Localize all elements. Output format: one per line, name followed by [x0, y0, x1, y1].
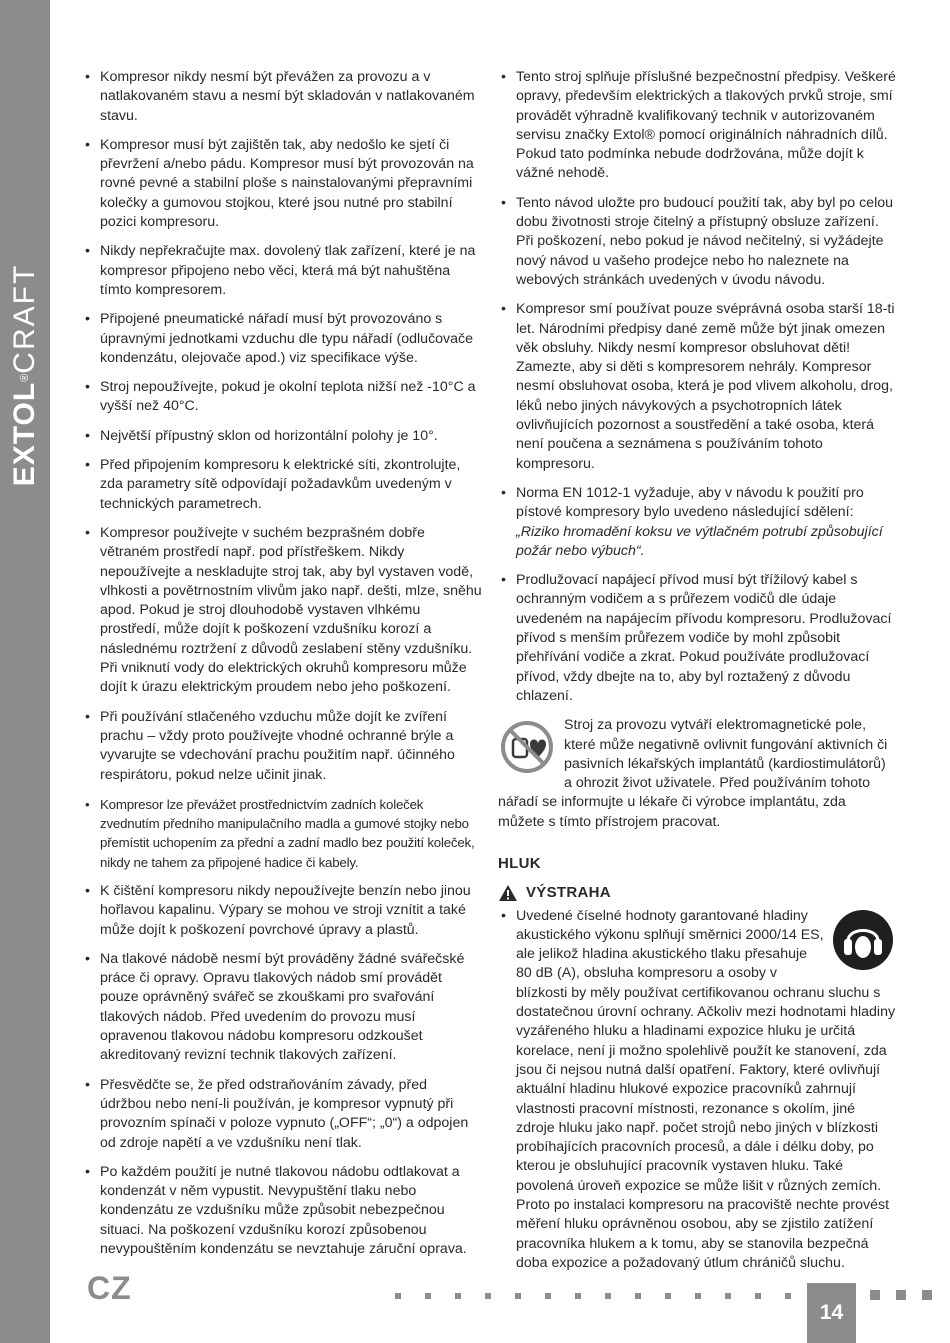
- list-item: • Přesvědčte se, že před odstraňováním závady, před údržbou nebo není-li používán, je kompresor vypnutý při provozním spínači v poloze vypnuto („OFF“; „0“) a odpojen od zdroje napětí a ve vzdušníku není tlak.: [85, 1076, 469, 1151]
- left-column: [82, 68, 482, 1269]
- list-item: • Největší přípustný sklon od horizontální polohy je 10°.: [85, 427, 438, 444]
- norm-quote: „Riziko hromadění koksu ve výtlačném potrubí způsobující požár nebo výbuch“.: [516, 523, 883, 559]
- list-item: • Kompresor nikdy nesmí být převážen za provozu a v natlakovaném stavu a nesmí být skladován v natlakovaném stavu.: [85, 69, 475, 124]
- brand-logo: [10, 264, 40, 487]
- list-item: • Prodlužovací napájecí přívod musí být třížilový kabel s ochranným vodičem a s průřezem vodičů dle údaje uvedeném na napájecím přívodu kompresoru. Prodlužovací přívod s menším průřezem vodiče by mohl způsobit přehřívání vodiče a zkrat. Pokud používáte prodlužovací přívod, vždy dbejte na to, aby byl roztažený z důvodu chlazení.: [501, 572, 892, 704]
- page-square-decoration: [896, 1290, 906, 1300]
- noise-paragraph: • Uvedené číselné hodnoty garantované hladiny akustického výkonu splňují směrnici 2000/14 ES, ale jelikož hladina akustického tlaku přesahuje 80 dB (A), obsluha kompresoru a osoby v blízkosti by měly používat certifikovanou ochranu sluchu s dostatečnou úrovní ochrany. Ačkoliv mezi hodnotami hladiny vyzářeného hluku a hladinami expozice hluku je určitá korelace, není ji možno spolehlivě použít ke stanovení, zda jsou či nejsou nutná další opatření. Faktory, které ovlivňují aktuální hladinu hlukové expozice pracovníků zahrnují vlastnosti pracovní místnosti, rezonance s okolím, jiné zdroje hluku jako např. počet strojů nebo jiných v blízkosti probíhajících pracovních procesů, a dále i délku doby, po kterou je obsluhující pracovník vystaven hluku. Také povolená úroveň expozice se může lišit v různých zemích. Proto po instalaci kompresoru na pracoviště nechte provést měření hluku oprávněnou osobou, aby se zjistilo zatížení pracovníka hlukem a k tomu, aby se stanovila bezpečná doba expozice a požadovaný útlum chráničů sluchu.: [501, 907, 896, 1271]
- list-item: • Kompresor musí být zajištěn tak, aby nedošlo ke sjetí či převržení a/nebo pádu. Kompresor musí být provozován na rovné pevné a stabilní ploše s nainstalovanými přepravními kolečky a gumovou stojkou, které jsou nutné pro stabilní pozici kompresoru.: [85, 136, 474, 231]
- no-implant-icon: [500, 720, 554, 774]
- list-item: • K čištění kompresoru nikdy nepoužívejte benzín nebo jinou hořlavou kapalinu. Výpary se mohou ve stroji vznítit a také může dojít k poškození povrchové úpravy a plastů.: [85, 882, 471, 938]
- page-number: 14: [807, 1283, 856, 1343]
- list-item: • Na tlakové nádobě nesmí být prováděny žádné svářečské práce či opravy. Opravu tlakových nádob smí provádět pouze oprávněný svářeč se zkouškami pro svařování tlakových nádob. Před uvedením do provozu musí opravenou tlakovou nádobu kompresoru odzkoušet akreditovaný revizní technik tlakových zařízení.: [85, 950, 465, 1064]
- list-item: • Stroj nepoužívejte, pokud je okolní teplota nižší než -10°C a vyšší než 40°C.: [85, 379, 476, 415]
- noise-heading: HLUK: [498, 854, 541, 872]
- list-item: • Při používání stlačeného vzduchu může dojít ke zvíření prachu – vždy proto používejte vhodné ochranné brýle a vyvarujte se vdechování prachu použitím např. účinného respirátoru, pokud nelze učinit jinak.: [85, 708, 455, 783]
- page-square-decoration: [922, 1290, 932, 1300]
- page-square-decoration: [870, 1290, 880, 1300]
- language-code: CZ: [87, 1270, 132, 1306]
- warning-title: VÝSTRAHA: [498, 883, 896, 902]
- ear-protection-icon: [832, 909, 894, 971]
- list-item: • Kompresor používejte v suchém bezprašném dobře větraném prostředí např. pod přístřeškem. Nikdy nepoužívejte a neskladujte stroj tak, aby byl vystaven vodě, vlhkosti a povětrnostním vlivům jako např. dešti, mlze, sněhu apod. Pokud je stroj dlouhodobě vystaven vlhkému prostředí, může dojít k poškození vzdušníku korozí a následnému roztržení z důvodů zeslabení stěny vzdušníku. Při vniknutí vody do elektrických okruhů kompresoru může dojít k úrazu elektrickým proudem nebo jeho poškození.: [85, 524, 482, 696]
- list-item: • Tento návod uložte pro budoucí použití tak, aby byl po celou dobu životnosti stroje čitelný a přístupný obsluze zařízení. Při poškození, nebo pokud je návod nečitelný, si vyžádejte nový návod u vašeho prodejce nebo ho naleznete na webových stránkách uvedených v úvodu návodu.: [501, 194, 894, 288]
- side-brand-strip: [0, 0, 50, 1343]
- brand-registered-mark: ®: [19, 373, 31, 382]
- list-item: • Tento stroj splňuje příslušné bezpečnostní předpisy. Veškeré opravy, především elektrických a tlakových prvků stroje, smí provádět výhradně kvalifikovaný technik v autorizovaném servisu značky Extol® pomocí originálních náhradních dílů. Pokud tato podmínka nebude dodržována, může dojít k vážné nehodě.: [501, 69, 896, 182]
- list-item: • Připojené pneumatické nářadí musí být provozováno s úpravnými jednotkami vzduchu dle typu nářadí (odlučovače kondenzátu, olejovače apod.) viz specifikace výše.: [85, 311, 474, 366]
- emf-warning: [498, 716, 896, 832]
- brand-name-bold: EXTOL: [8, 381, 41, 487]
- right-column: [498, 68, 896, 1283]
- list-item: • Před připojením kompresoru k elektrické síti, zkontrolujte, zda parametry sítě odpovídají požadavkům uvedeným v technických parametrech.: [85, 457, 461, 512]
- warning-triangle-icon: [498, 884, 518, 902]
- list-item: • Norma EN 1012-1 vyžaduje, aby v návodu k použití pro pístové kompresory bylo uvedeno následující sdělení: „Riziko hromadění koksu ve výtlačném potrubí způsobující požár nebo výbuch“.: [501, 484, 883, 559]
- emf-text: Stroj za provozu vytváří elektromagnetické pole, které může negativně ovlivnit fungování aktivních či pasivních lékařských implantátů (kardiostimulátorů) a ohrozit život uživatele. Před používáním tohoto nářadí se informujte u lékaře či výrobce implantátu, zda můžete s tímto přístrojem pracovat.: [498, 717, 888, 830]
- list-item: • Kompresor lze převážet prostřednictvím zadních koleček zvednutím předního manipulačního madla a gumové stojky nebo přemístit uchopením za přední a zadní madlo bez použití koleček, nikdy ne tahem za připojené hadice či kabely.: [85, 796, 475, 870]
- list-item: • Nikdy nepřekračujte max. dovolený tlak zařízení, které je na kompresor připojeno nebo věci, která má být nahuštěna tímto kompresorem.: [85, 243, 476, 298]
- brand-name-light: CRAFT: [8, 263, 41, 374]
- list-item: • Kompresor smí používat pouze svéprávná osoba starší 18-ti let. Národními předpisy dané země může být jinak omezen věk obsluhy. Nikdy nesmí kompresor obsluhovat děti! Zamezte, aby si děti s kompresorem nehrály. Kompresor nesmí obsluhovat osoba, která je pod vlivem alkoholu, drog, léků nebo jiných návykových a psychotropních látek ovlivňujících pozornost a soustředění a také osoba, která není poučena a seznámena s používáním tohoto kompresoru.: [501, 301, 895, 472]
- list-item: • Po každém použití je nutné tlakovou nádobu odtlakovat a kondenzát v něm vypustit. Nevypuštění tlaku nebo kondenzátu ze vzdušníku může způsobit nebezpečnou situaci. Na poškození vzdušníku korozí způsobenou nevypouštěním kondenzátu se nevztahuje záruční oprava.: [85, 1163, 467, 1258]
